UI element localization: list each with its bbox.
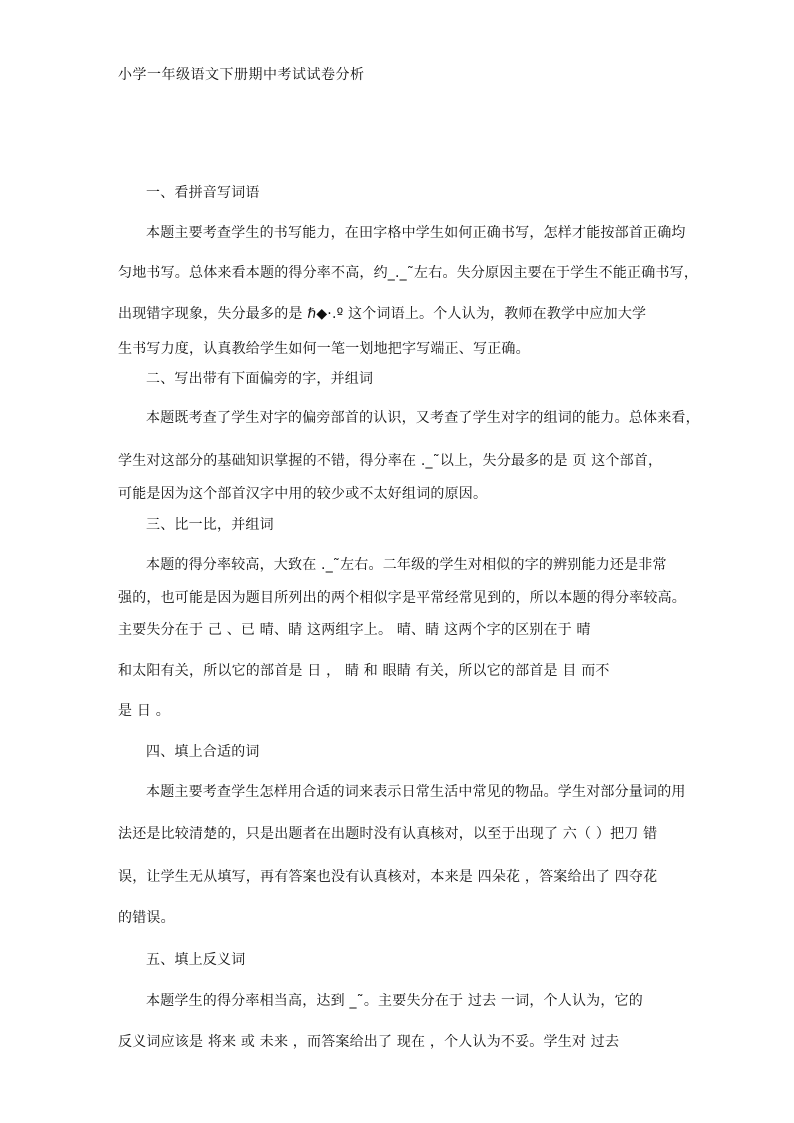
paragraph-line: 本题既考查了学生对字的偏旁部首的认识，又考查了学生对字的组词的能力。总体来看， <box>146 410 700 426</box>
paragraph-line: 误，让学生无从填写，再有答案也没有认真核对，本来是 四朵花 ，答案给出了 四夺花 <box>118 869 658 885</box>
section-heading-3: 三、比一比，并组词 <box>146 517 274 533</box>
paragraph-line: 出现错字现象，失分最多的是 ℏ◆·.º 这个词语上。个人认为，教师在教学中应加大学 <box>118 306 647 322</box>
paragraph-line: 和太阳有关，所以它的部首是 日 ， 睛 和 眼睛 有关，所以它的部首是 目 而不 <box>118 663 610 679</box>
section-heading-4: 四、填上合适的词 <box>146 744 260 760</box>
paragraph-line: 本题的得分率较高，大致在 ._˜左右。二年级的学生对相似的字的辨别能力还是非常 <box>146 557 667 573</box>
paragraph-line: 是 日 。 <box>118 703 170 719</box>
paragraph-line: 生书写力度，认真教给学生如何一笔一划地把字写端正、写正确。 <box>118 341 530 357</box>
section-heading-2: 二、写出带有下面偏旁的字，并组词 <box>146 371 374 387</box>
paragraph-line: 可能是因为这个部首汉字中用的较少或不太好组词的原因。 <box>118 486 488 502</box>
paragraph-line: 本题主要考查学生怎样用合适的词来表示日常生活中常见的物品。学生对部分量词的用 <box>146 784 686 800</box>
paragraph-line: 法还是比较清楚的，只是出题者在出题时没有认真核对，以至于出现了 六（ ）把刀 错 <box>118 826 658 842</box>
paragraph-line: 本题主要考查学生的书写能力，在田字格中学生如何正确书写，怎样才能按部首正确均 <box>146 225 686 241</box>
paragraph-line: 反义词应该是 将来 或 未来 ，而答案给出了 现在 ，个人认为不妥。学生对 过去 <box>118 1034 620 1050</box>
section-heading-1: 一、看拼音写词语 <box>146 185 260 201</box>
paragraph-line: 本题学生的得分率相当高，达到 _˜。主要失分在于 过去 一词，个人认为，它的 <box>146 993 643 1009</box>
paragraph-line: 强的，也可能是因为题目所列出的两个相似字是平常经常见到的，所以本题的得分率较高。 <box>118 590 686 606</box>
document-title: 小学一年级语文下册期中考试试卷分析 <box>118 67 365 83</box>
section-heading-5: 五、填上反义词 <box>146 952 246 968</box>
paragraph-line: 匀地书写。总体来看本题的得分率不高，约_._˜左右。失分原因主要在于学生不能正确书写， <box>118 265 699 281</box>
paragraph-line: 主要失分在于 己 、已 晴、睛 这两组字上。 晴、睛 这两个字的区别在于 晴 <box>118 622 591 638</box>
paragraph-line: 学生对这部分的基础知识掌握的不错，得分率在 ._˜以上，失分最多的是 页 这个部首， <box>118 453 663 469</box>
paragraph-line: 的错误。 <box>118 910 175 926</box>
